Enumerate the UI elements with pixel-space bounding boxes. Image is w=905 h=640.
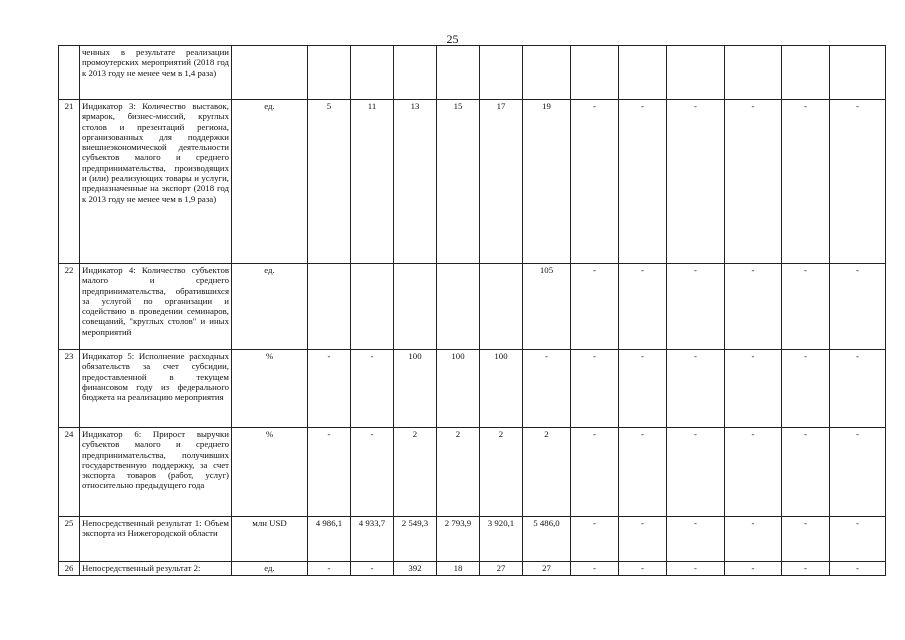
value-cell: 15 <box>437 100 480 264</box>
value-cell <box>782 46 830 100</box>
value-cell: - <box>619 428 667 517</box>
value-cell: - <box>830 100 886 264</box>
value-cell <box>437 264 480 350</box>
value-cell: - <box>830 517 886 562</box>
value-cell: - <box>667 562 725 576</box>
table-row <box>59 562 886 576</box>
value-cell: 2 <box>394 428 437 517</box>
row-number-cell: 22 <box>59 264 80 350</box>
value-cell <box>725 46 782 100</box>
value-cell: - <box>830 428 886 517</box>
row-number-cell: 24 <box>59 428 80 517</box>
value-cell: - <box>725 264 782 350</box>
value-cell: - <box>523 350 571 428</box>
value-cell <box>619 46 667 100</box>
indicator-description-cell: Непосредственный результат 1: Объем экспорта из Нижегородской области <box>80 517 232 562</box>
row-number-cell: 23 <box>59 350 80 428</box>
unit-cell: % <box>232 350 308 428</box>
row-number-cell: 25 <box>59 517 80 562</box>
value-cell: 2 549,3 <box>394 517 437 562</box>
value-cell: 392 <box>394 562 437 576</box>
value-cell: - <box>782 350 830 428</box>
indicator-description-cell: Индикатор 4: Количество субъектов малого и среднего предпринимательства, обратившихся за услугой по организации и содействию в проведении семинаров, совещаний, "круглых столов" и иных мероприятий <box>80 264 232 350</box>
value-cell <box>523 46 571 100</box>
value-cell: 17 <box>480 100 523 264</box>
value-cell: 19 <box>523 100 571 264</box>
value-cell: - <box>308 562 351 576</box>
value-cell <box>394 264 437 350</box>
value-cell <box>394 46 437 100</box>
value-cell: - <box>830 350 886 428</box>
value-cell: - <box>725 100 782 264</box>
value-cell <box>308 46 351 100</box>
value-cell: - <box>571 100 619 264</box>
value-cell: - <box>351 428 394 517</box>
value-cell <box>351 46 394 100</box>
value-cell <box>571 46 619 100</box>
value-cell <box>830 46 886 100</box>
indicator-description-cell: Индикатор 6: Прирост выручки субъектов малого и среднего предпринимательства, получивших государственную поддержку, за счет экспорта товаров (работ, услуг) относительно предыдущего года <box>80 428 232 517</box>
value-cell: 4 933,7 <box>351 517 394 562</box>
value-cell <box>351 264 394 350</box>
value-cell: - <box>351 562 394 576</box>
value-cell: 2 <box>480 428 523 517</box>
value-cell: - <box>667 100 725 264</box>
value-cell: - <box>667 517 725 562</box>
value-cell: - <box>619 100 667 264</box>
value-cell: - <box>571 350 619 428</box>
unit-cell: ед. <box>232 100 308 264</box>
value-cell: 2 <box>437 428 480 517</box>
unit-cell: % <box>232 428 308 517</box>
value-cell: 5 486,0 <box>523 517 571 562</box>
table-row <box>59 100 886 264</box>
indicator-description-cell: Индикатор 3: Количество выставок, ярмарок, бизнес-миссий, круглых столов и презентаций региона, организованных для поддержки внешнеэкономической деятельности субъектов малого и среднего предпринимательства, производящих и (или) реализующих товары и услуги, предназначенные на экспорт (2018 год к 2013 году не менее чем в 1,9 раза) <box>80 100 232 264</box>
unit-cell <box>232 46 308 100</box>
unit-cell: ед. <box>232 264 308 350</box>
unit-cell: ед. <box>232 562 308 576</box>
page-number: 25 <box>446 32 459 46</box>
value-cell: - <box>571 562 619 576</box>
value-cell: - <box>619 517 667 562</box>
value-cell: - <box>830 264 886 350</box>
value-cell: - <box>667 428 725 517</box>
value-cell: 3 920,1 <box>480 517 523 562</box>
value-cell: 4 986,1 <box>308 517 351 562</box>
value-cell: - <box>782 100 830 264</box>
value-cell: - <box>830 562 886 576</box>
value-cell <box>667 46 725 100</box>
indicator-description-cell: ченных в результате реализации промоутерских мероприятий (2018 год к 2013 году не менее чем в 1,4 раза) <box>80 46 232 100</box>
value-cell: - <box>351 350 394 428</box>
row-number-cell: 26 <box>59 562 80 576</box>
table-row <box>59 350 886 428</box>
value-cell: 2 793,9 <box>437 517 480 562</box>
table-row <box>59 428 886 517</box>
value-cell: 100 <box>437 350 480 428</box>
value-cell: 13 <box>394 100 437 264</box>
value-cell: - <box>619 562 667 576</box>
value-cell: - <box>667 350 725 428</box>
value-cell: 5 <box>308 100 351 264</box>
value-cell: 11 <box>351 100 394 264</box>
value-cell <box>308 264 351 350</box>
value-cell: - <box>782 264 830 350</box>
value-cell: - <box>782 428 830 517</box>
value-cell: - <box>725 562 782 576</box>
table-row <box>59 264 886 350</box>
value-cell: 27 <box>523 562 571 576</box>
value-cell: - <box>308 350 351 428</box>
value-cell: - <box>619 350 667 428</box>
table-row <box>59 46 886 100</box>
value-cell: - <box>667 264 725 350</box>
table-row <box>59 517 886 562</box>
value-cell <box>437 46 480 100</box>
row-number-cell: 21 <box>59 100 80 264</box>
value-cell <box>480 264 523 350</box>
value-cell: - <box>782 517 830 562</box>
value-cell: - <box>725 517 782 562</box>
value-cell: - <box>308 428 351 517</box>
row-number-cell <box>59 46 80 100</box>
value-cell: 105 <box>523 264 571 350</box>
value-cell: - <box>571 517 619 562</box>
value-cell: 18 <box>437 562 480 576</box>
value-cell: 100 <box>394 350 437 428</box>
value-cell: 27 <box>480 562 523 576</box>
unit-cell: млн USD <box>232 517 308 562</box>
value-cell: - <box>725 350 782 428</box>
indicator-description-cell: Непосредственный результат 2: <box>80 562 232 576</box>
indicators-table <box>58 45 886 576</box>
value-cell <box>480 46 523 100</box>
value-cell: - <box>725 428 782 517</box>
indicator-description-cell: Индикатор 5: Исполнение расходных обязательств за счет субсидии, предоставленной в текущем финансовом году из федерального бюджета на реализацию мероприятия <box>80 350 232 428</box>
value-cell: - <box>571 428 619 517</box>
value-cell: 2 <box>523 428 571 517</box>
value-cell: 100 <box>480 350 523 428</box>
value-cell: - <box>782 562 830 576</box>
value-cell: - <box>619 264 667 350</box>
value-cell: - <box>571 264 619 350</box>
